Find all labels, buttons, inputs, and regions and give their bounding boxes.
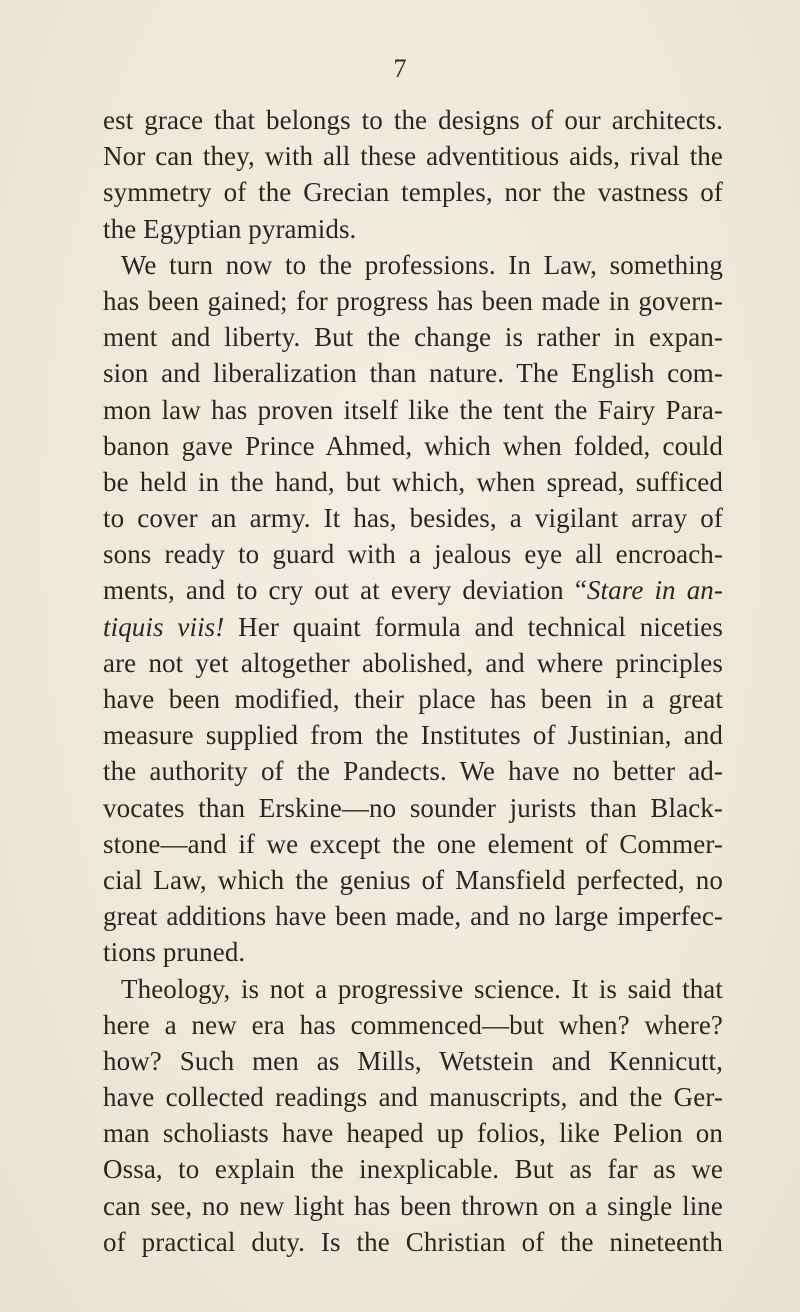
text-line: tions pruned.	[103, 937, 246, 968]
text-line: cial Law, which the genius of Mansfield perfected, no	[103, 864, 723, 895]
text-line: vocates than Erskine—no sounder jurists than Black-	[103, 792, 723, 823]
text-line: are not yet altogether abolished, and where principles	[103, 647, 723, 678]
text-line: here a new era has commenced—but when? where?	[103, 1009, 723, 1040]
line-text: ments, and to cry out at every deviation “	[103, 575, 587, 606]
text-line: mon law has proven itself like the tent the Fairy Para-	[103, 394, 723, 425]
text-line: the authority of the Pandects. We have no better ad-	[103, 756, 723, 787]
text-line: est grace that belongs to the designs of our architects.	[103, 105, 723, 135]
text-line: sons ready to guard with a jealous eye all encroach-	[103, 539, 723, 570]
text-line: be held in the hand, but which, when spread, sufficed	[103, 466, 723, 497]
text-line: Ossa, to explain the inexplicable. But as far as we	[103, 1154, 723, 1185]
text-line: sion and liberalization than nature. The English com-	[103, 358, 723, 389]
page-number: 7	[393, 54, 407, 83]
text-line-with-italic	[103, 572, 723, 608]
body-text	[103, 102, 723, 1260]
text-line: symmetry of the Grecian temples, nor the vastness of	[103, 177, 723, 208]
text-line: have collected readings and manuscripts, and the Ger-	[103, 1082, 723, 1113]
text-line: have been modified, their place has been in a great	[103, 684, 723, 714]
text-line: ment and liberty. But the change is rather in expan-	[103, 322, 723, 353]
text-line: stone—and if we except the one element of Commer-	[103, 828, 723, 859]
text-line: the Egyptian pyramids.	[103, 213, 357, 244]
italic-phrase: Stare in an-	[586, 575, 723, 606]
text-line: We turn now to the professions. In Law, something	[121, 249, 723, 280]
text-line: how? Such men as Mills, Wetstein and Kennicutt,	[103, 1045, 723, 1076]
text-line: banon gave Prince Ahmed, which when folded, could	[103, 430, 723, 461]
text-line: great additions have been made, and no large imperfec-	[103, 901, 723, 932]
text-line: measure supplied from the Institutes of Justinian, and	[103, 720, 723, 751]
text-line: can see, no new light has been thrown on a single line	[103, 1190, 723, 1221]
text-line: has been gained; for progress has been made in govern-	[103, 285, 723, 316]
line-text: Her quaint formula and technical niceties	[238, 611, 723, 642]
text-line: Nor can they, with all these adventitious aids, rival the	[103, 141, 723, 172]
text-line-with-italic	[103, 609, 723, 645]
italic-phrase-end: tiquis viis!	[103, 611, 225, 642]
text-line: of practical duty. Is the Christian of the nineteenth	[103, 1226, 723, 1257]
text-line: to cover an army. It has, besides, a vigilant array of	[103, 503, 723, 534]
text-line: Theology, is not a progressive science. It is said that	[121, 973, 723, 1004]
text-line: man scholiasts have heaped up folios, like Pelion on	[103, 1118, 723, 1149]
